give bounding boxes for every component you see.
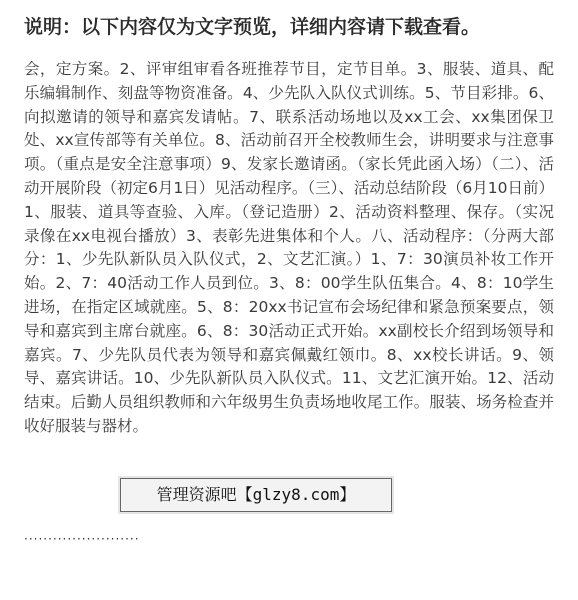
watermark-banner: 管理资源吧【glzy8.com】 xyxy=(120,478,392,512)
continuation-dots: ························ xyxy=(24,532,140,546)
preview-notice-heading: 说明：以下内容仅为文字预览，详细内容请下载查看。 xyxy=(24,16,481,38)
document-body-text: 会，定方案。2、评审组审看各班推荐节目，定节目单。3、服装、道具、配乐编辑制作、刻盘等物资准备。4、少先队入队仪式训练。5、节目彩排。6、向拟邀请的领导和嘉宾发请帖。7、联系活动场地以及xx工会、xx集团保卫处、xx宣传部等有关单位。8、活动前召开全校教师生会，讲明要求与注意事项。（重点是安全注意事项）9、发家长邀请函。（家长凭此函入场）（二）、活动开展阶段（初定6月1日）见活动程序。（三）、活动总结阶段（6月10日前）1、服装、道具等查验、入库。（登记造册）2、活动资料整理、保存。（实况录像在xx电视台播放）3、表彰先进集体和个人。八、活动程序：（分两大部分：1、少先队新队员入队仪式，2、文艺汇演。）1、7：30演员补妆工作开始。2、7：40活动工作人员到位。3、8：00学生队伍集合。4、8：10学生进场，在指定区域就座。5、8：20xx书记宣布会场纪律和紧急预案要点，领导和嘉宾到主席台就座。6、8：30活动正式开始。xx副校长介绍到场领导和嘉宾。7、少先队员代表为领导和嘉宾佩戴红领巾。8、xx校长讲话。9、领导、嘉宾讲话。10、少先队新队员入队仪式。11、文艺汇演开始。12、活动结束。后勤人员组织教师和六年级男生负责场地收尾工作。服装、场务检查并收好服装与器材。 xyxy=(24,60,554,435)
